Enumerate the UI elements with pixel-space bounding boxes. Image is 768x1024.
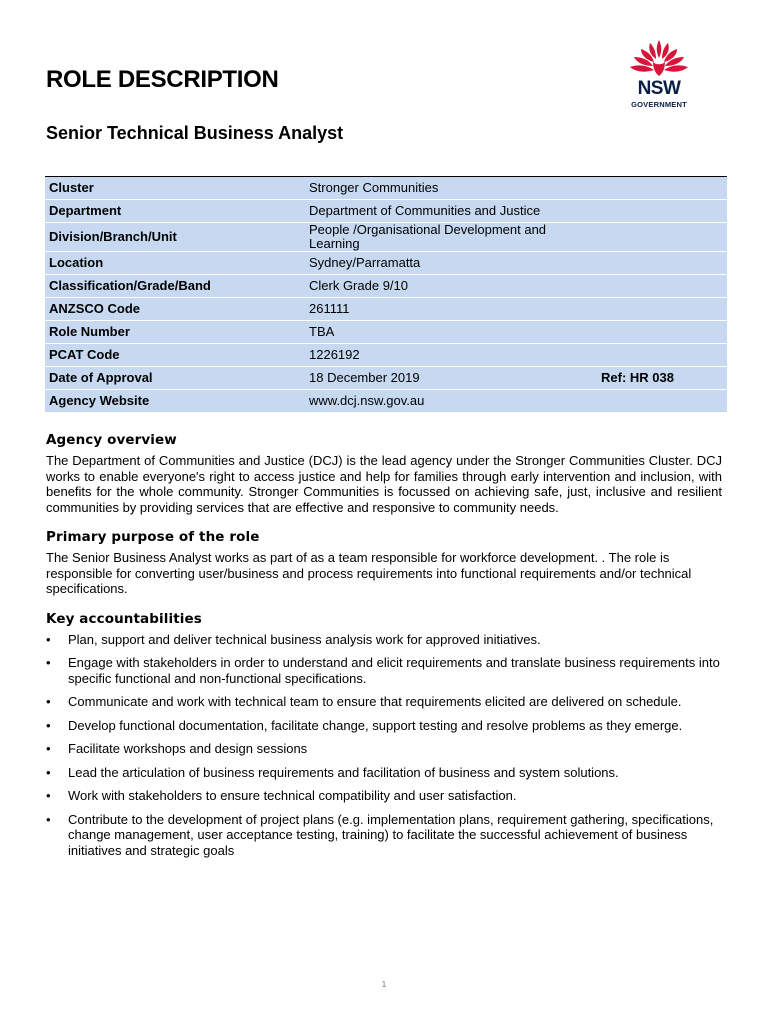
accountability-item <box>46 632 722 648</box>
role-details-table <box>45 176 727 413</box>
accountability-text: Work with stakeholders to ensure technical compatibility and user satisfaction. <box>68 788 517 803</box>
role-table-label: Classification/Grade/Band <box>45 275 305 298</box>
role-table-row <box>45 275 727 298</box>
page-title: ROLE DESCRIPTION <box>46 66 279 93</box>
role-table-row <box>45 177 727 200</box>
role-content <box>46 432 722 866</box>
accountability-text: Engage with stakeholders in order to understand and elicit requirements and translate business requirements into specific functional and non-functional specifications. <box>68 655 720 686</box>
accountability-item <box>46 718 722 734</box>
role-table-row <box>45 200 727 223</box>
role-table-spacer <box>593 177 727 200</box>
role-title: Senior Technical Business Analyst <box>46 123 344 143</box>
accountability-item <box>46 694 722 710</box>
role-table-spacer <box>593 344 727 367</box>
nsw-government-logo <box>620 38 698 114</box>
role-table-spacer <box>593 321 727 344</box>
role-table-label: Agency Website <box>45 390 305 413</box>
accountability-text: Plan, support and deliver technical business analysis work for approved initiatives. <box>68 631 541 647</box>
role-table-row <box>45 390 727 413</box>
role-table-row <box>45 367 727 390</box>
role-table-row <box>45 321 727 344</box>
agency-overview-text: The Department of Communities and Justice (DCJ) is the lead agency under the Stronger Communities Cluster. DCJ works to enable everyone's right to access justice and help for families through early intervention and inclusion, with benefits for the whole community. Stronger Communities is focussed on achieving safe, just, inclusive and resilient communities by providing services that are effective and responsive to community needs. <box>46 453 722 515</box>
role-table-value: Sydney/Parramatta <box>305 252 593 275</box>
role-table-spacer <box>593 223 727 252</box>
role-table-row <box>45 298 727 321</box>
role-table-value: 1226192 <box>305 344 593 367</box>
accountability-item <box>46 812 722 859</box>
bullet-icon: • <box>46 741 51 756</box>
accountability-text: Lead the articulation of business requirements and facilitation of business and system solutions. <box>68 764 619 780</box>
bullet-icon: • <box>46 788 51 803</box>
role-table-label: Location <box>45 252 305 275</box>
role-table-value: People /Organisational Development and Learning <box>305 223 593 252</box>
accountability-text: Contribute to the development of project plans (e.g. implementation plans, requirement gathering, specifications, change management, user acceptance testing, training) to facilitate the successful achievement of business initiatives and strategic goals <box>68 811 714 858</box>
accountability-item <box>46 765 722 781</box>
logo-government-text: GOVERNMENT <box>631 100 687 109</box>
role-table-row <box>45 223 727 252</box>
accountability-text: Communicate and work with technical team to ensure that requirements elicited are delivered on schedule. <box>68 694 682 709</box>
role-table-value: 261111 <box>305 298 593 321</box>
role-table-row <box>45 344 727 367</box>
primary-purpose-heading: Primary purpose of the role <box>46 529 260 545</box>
accountability-text: Facilitate workshops and design sessions <box>68 741 308 756</box>
role-table-row <box>45 252 727 275</box>
waratah-flower-icon <box>626 38 692 80</box>
agency-overview-heading: Agency overview <box>46 432 177 448</box>
role-table-value: TBA <box>305 321 593 344</box>
role-table-spacer <box>593 200 727 223</box>
bullet-icon: • <box>46 717 51 733</box>
accountability-item <box>46 655 722 686</box>
role-table-value: 18 December 2019 <box>305 367 593 390</box>
primary-purpose-text: The Senior Business Analyst works as part of as a team responsible for workforce development. . The role is responsible for converting user/business and process requirements into functional requirements and/or technical specifications. <box>46 550 692 596</box>
role-table-spacer <box>593 298 727 321</box>
page-number: 1 <box>381 980 387 989</box>
role-table-value[interactable]: www.dcj.nsw.gov.au <box>305 390 593 413</box>
key-accountabilities-heading: Key accountabilities <box>46 610 202 627</box>
role-table-value: Clerk Grade 9/10 <box>305 275 593 298</box>
reference-code: Ref: HR 038 <box>593 367 727 390</box>
bullet-icon: • <box>46 811 51 827</box>
role-table-spacer <box>593 252 727 275</box>
role-table-spacer <box>593 390 727 413</box>
key-accountabilities-list <box>46 632 722 859</box>
role-table-label: Division/Branch/Unit <box>45 223 305 252</box>
role-table-label: Department <box>45 200 305 223</box>
accountability-item <box>46 788 722 804</box>
accountability-text: Develop functional documentation, facilitate change, support testing and resolve problems as they emerge. <box>68 717 683 733</box>
role-table-value: Department of Communities and Justice <box>305 200 593 223</box>
logo-nsw-text: NSW <box>637 78 681 99</box>
bullet-icon: • <box>46 764 51 780</box>
role-table-value: Stronger Communities <box>305 177 593 200</box>
accountability-item <box>46 741 722 757</box>
bullet-icon: • <box>46 694 51 709</box>
role-table-label: Cluster <box>45 177 305 200</box>
bullet-icon: • <box>46 631 51 647</box>
role-table-label: Role Number <box>45 321 305 344</box>
role-table-spacer <box>593 275 727 298</box>
role-table-label: ANZSCO Code <box>45 298 305 321</box>
bullet-icon: • <box>46 655 51 670</box>
role-table-label: Date of Approval <box>45 367 305 390</box>
role-table-label: PCAT Code <box>45 344 305 367</box>
